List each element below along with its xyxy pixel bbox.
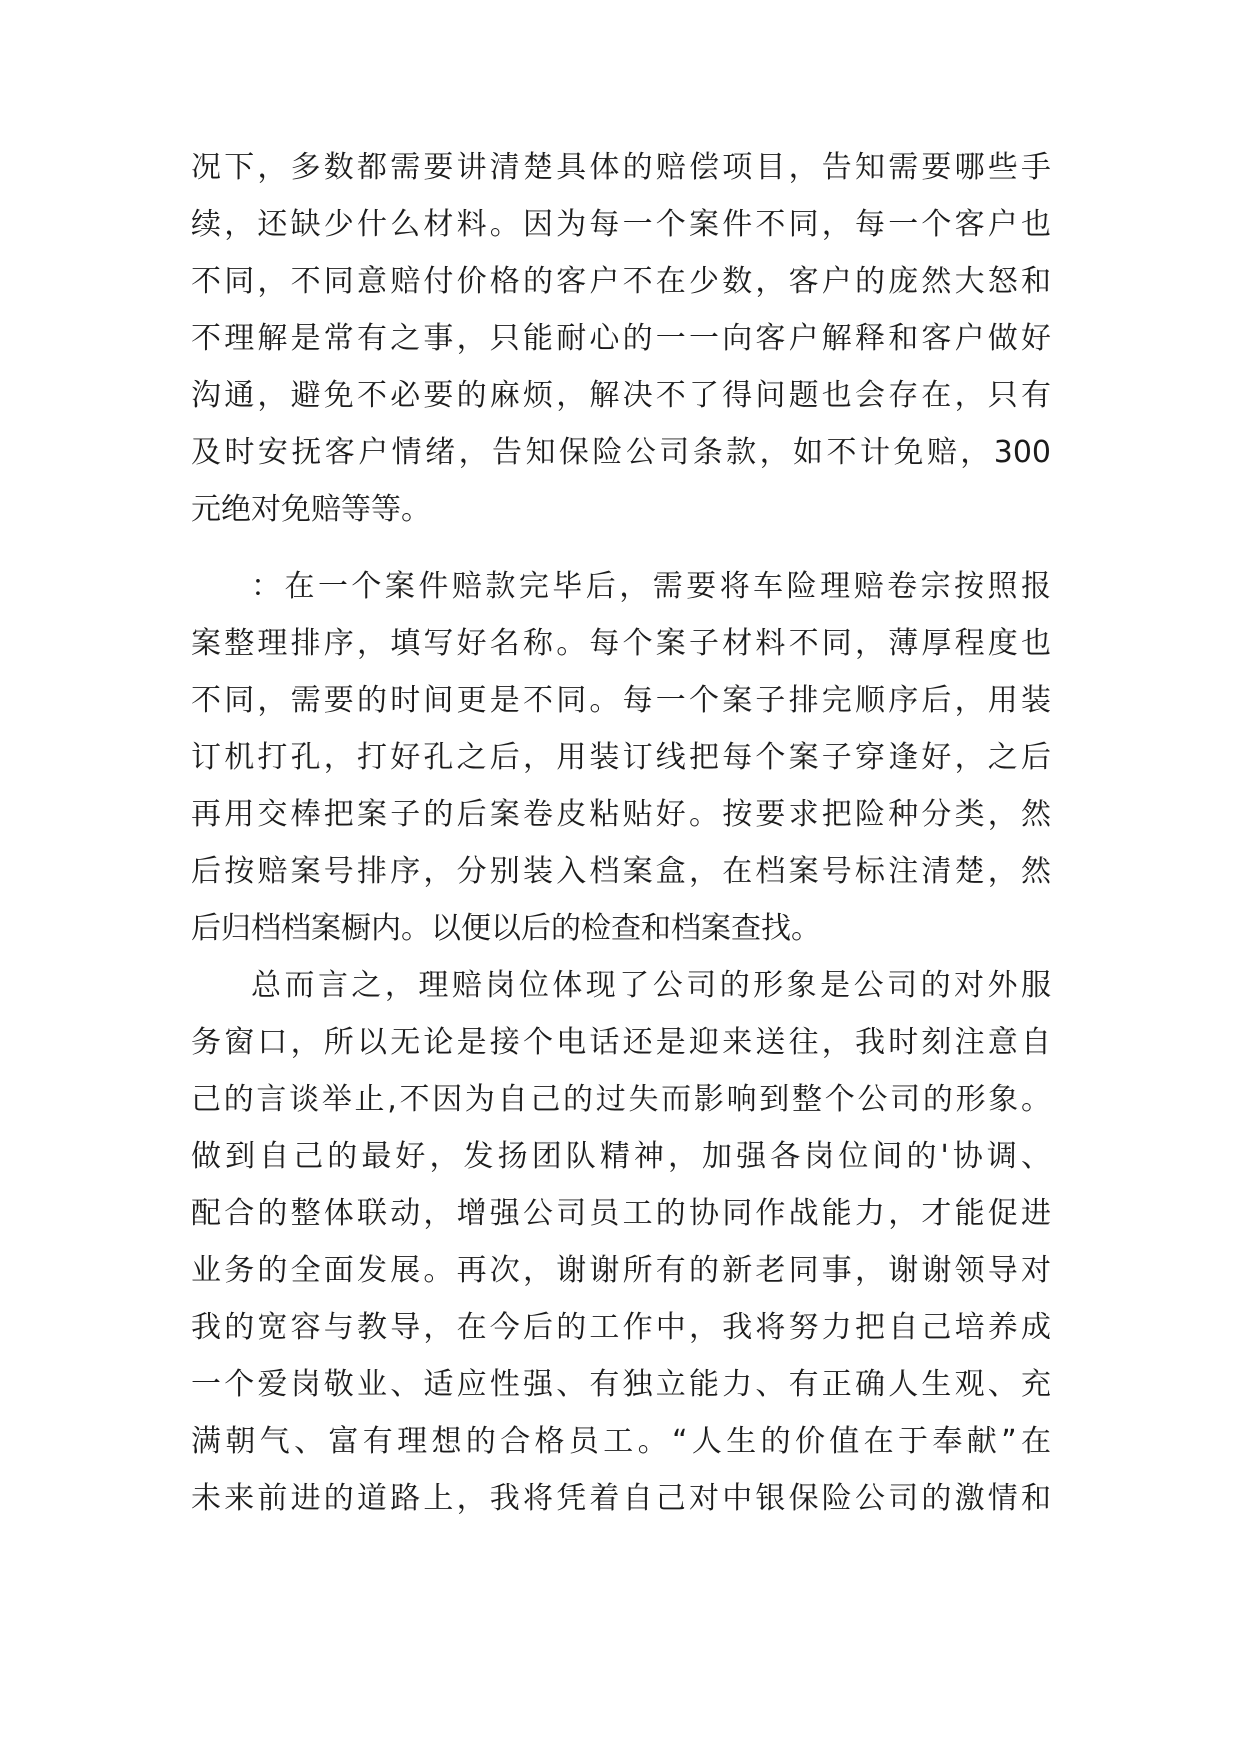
text-line: 后归档档案橱内。以便以后的检查和档案查找。 [191, 911, 821, 946]
text-line: 不同，不同意赔付价格的客户不在少数，客户的庞然大怒和 [191, 264, 1051, 299]
text-line: 再用交棒把案子的后案卷皮粘贴好。按要求把险种分类，然 [191, 797, 1051, 832]
text-line: 未来前进的道路上，我将凭着自己对中银保险公司的激情和 [191, 1481, 1051, 1516]
text-line: 况下，多数都需要讲清楚具体的赔偿项目，告知需要哪些手 [191, 150, 1051, 185]
text-line: 订机打孔，打好孔之后，用装订线把每个案子穿逢好，之后 [191, 740, 1051, 775]
text-line: 一个爱岗敬业、适应性强、有独立能力、有正确人生观、充 [191, 1367, 1051, 1402]
text-line: 元绝对免赔等等。 [191, 492, 431, 527]
text-line: 我的宽容与教导，在今后的工作中，我将努力把自己培养成 [191, 1310, 1051, 1345]
text-line: 及时安抚客户情绪，告知保险公司条款，如不计免赔，300 [191, 435, 1051, 470]
text-line: 后按赔案号排序，分别装入档案盒，在档案号标注清楚，然 [191, 854, 1051, 889]
text-line: 做到自己的最好，发扬团队精神，加强各岗位间的'协调、 [191, 1139, 1051, 1174]
text-line: 务窗口，所以无论是接个电话还是迎来送往，我时刻注意自 [191, 1025, 1051, 1060]
text-line: 满朝气、富有理想的合格员工。“人生的价值在于奉献”在 [191, 1424, 1051, 1459]
paragraph-start-line: 总而言之，理赔岗位体现了公司的形象是公司的对外服 [251, 968, 1051, 1003]
text-line: 不同，需要的时间更是不同。每一个案子排完顺序后，用装 [191, 683, 1051, 718]
paragraph-start-line: ：在一个案件赔款完毕后，需要将车险理赔卷宗按照报 [251, 569, 1051, 604]
text-line: 不理解是常有之事，只能耐心的一一向客户解释和客户做好 [191, 321, 1051, 356]
text-line: 续，还缺少什么材料。因为每一个案件不同，每一个客户也 [191, 207, 1051, 242]
text-line: 配合的整体联动，增强公司员工的协同作战能力，才能促进 [191, 1196, 1051, 1231]
text-line: 己的言谈举止,不因为自己的过失而影响到整个公司的形象。 [191, 1082, 1051, 1117]
text-line: 业务的全面发展。再次，谢谢所有的新老同事，谢谢领导对 [191, 1253, 1051, 1288]
text-line: 案整理排序，填写好名称。每个案子材料不同，薄厚程度也 [191, 626, 1051, 661]
text-line: 沟通，避免不必要的麻烦，解决不了得问题也会存在，只有 [191, 378, 1051, 413]
